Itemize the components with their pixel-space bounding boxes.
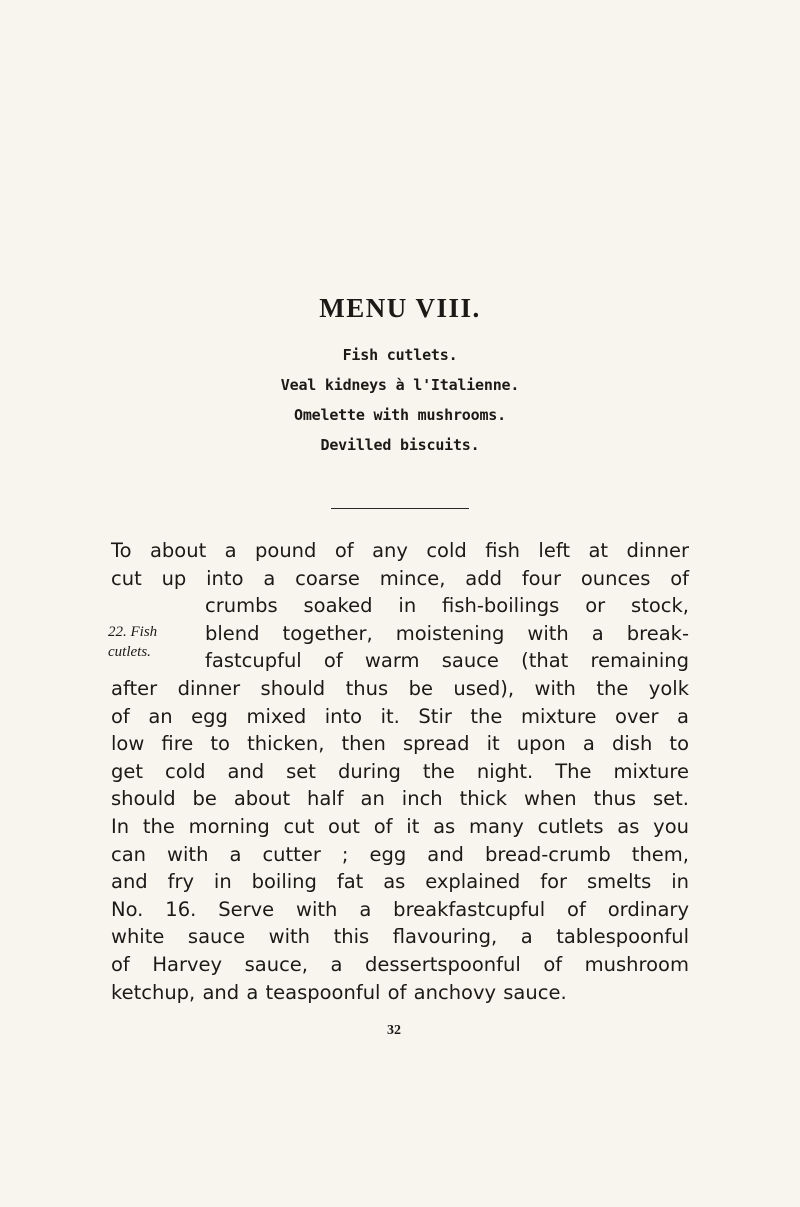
text-line: after dinner should thus be used), with the yolk	[111, 677, 689, 700]
page-number: 32	[387, 1023, 401, 1038]
text-line: should be about half an inch thick when thus set.	[111, 787, 689, 811]
recipe-text-bottom	[111, 675, 689, 1006]
text-line: blend together, moistening with a break-	[205, 621, 689, 645]
recipe-margin-note	[108, 622, 157, 662]
recipe-title: cutlets.	[108, 644, 151, 660]
text-line: of an egg mixed into it. Stir the mixture over a	[111, 704, 689, 728]
text-line: and fry in boiling fat as explained for smelts in	[111, 870, 689, 894]
text-line: fastcupful of warm sauce (that remaining	[205, 649, 689, 673]
text-line: To about a pound of any cold fish left at dinner	[111, 539, 689, 562]
section-divider	[331, 508, 469, 509]
menu-item: Veal kidneys à l'Italienne.	[280, 376, 520, 394]
recipe-text-indented	[205, 592, 689, 675]
text-line: of Harvey sauce, a dessertspoonful of mushroom	[111, 952, 689, 976]
text-line: white sauce with this flavouring, a tablespoonful	[111, 925, 689, 949]
text-line: crumbs soaked in fish-boilings or stock,	[205, 594, 689, 617]
recipe-number: 22. Fish	[108, 624, 158, 640]
text-line: No. 16. Serve with a breakfastcupful of ordinary	[111, 897, 689, 921]
menu-item: Omelette with mushrooms.	[294, 406, 506, 424]
menu-item: Fish cutlets.	[342, 346, 458, 364]
page-title: MENU VIII.	[319, 293, 481, 323]
text-line: can with a cutter ; egg and bread-crumb them,	[111, 842, 689, 866]
recipe-text-top	[111, 537, 689, 592]
menu-item: Devilled biscuits.	[320, 436, 480, 454]
text-line: low fire to thicken, then spread it upon a dish to	[111, 732, 689, 756]
menu-list	[0, 340, 800, 460]
text-line: get cold and set during the night. The mixture	[111, 759, 689, 783]
text-line: In the morning cut out of it as many cutlets as you	[111, 814, 689, 838]
text-line: ketchup, and a teaspoonful of anchovy sauce.	[111, 980, 567, 1004]
text-line: cut up into a coarse mince, add four ounces of	[111, 566, 689, 590]
